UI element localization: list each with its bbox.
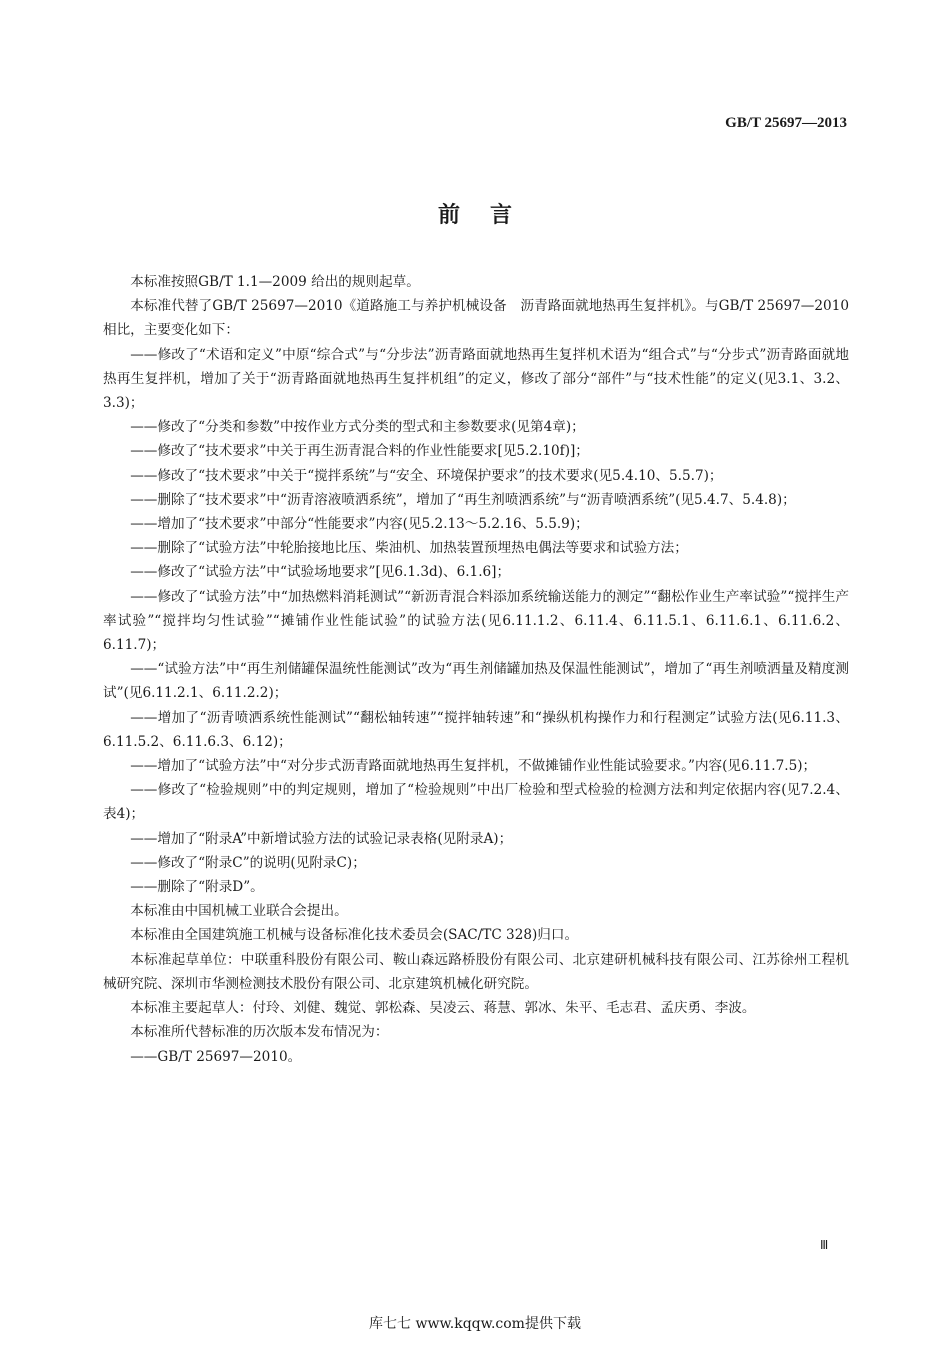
- closing-paragraph: 本标准由全国建筑施工机械与设备标准化技术委员会(SAC/TC 328)归口。: [130, 927, 579, 944]
- change-item: ——删除了“附录D”。: [130, 879, 264, 896]
- closing-paragraph: 本标准主要起草人：付玲、刘健、魏觉、郭松森、吴凌云、蒋慧、郭冰、朱平、毛志君、孟庆勇、李波。: [130, 1000, 756, 1017]
- change-item: ——增加了“附录A”中新增试验方法的试验记录表格(见附录A)；: [130, 830, 513, 847]
- closing-paragraph: 本标准由中国机械工业联合会提出。: [130, 903, 348, 920]
- document-body: [103, 270, 849, 1069]
- download-watermark: 库七七 www.kqqw.com提供下载: [369, 1316, 581, 1332]
- change-item: ——修改了“分类和参数”中按作业方式分类的型式和主参数要求(见第4章)；: [130, 419, 585, 436]
- intro-paragraph: 本标准按照GB/T 1.1—2009 给出的规则起草。: [130, 274, 420, 290]
- change-item: ——增加了“沥青喷洒系统性能测试”“翻松轴转速”“搅拌轴转速”和“操纵机构操作力和行程测定”试验方法(见6.11.3、6.11.5.2、6.11.6.3、6.12)；: [103, 709, 849, 750]
- change-item: ——删除了“试验方法”中轮胎接地比压、柴油机、加热装置预埋热电偶法等要求和试验方法；: [130, 540, 688, 557]
- change-item: ——修改了“术语和定义”中原“综合式”与“分步法”沥青路面就地热再生复拌机术语为“组合式”与“分步式”沥青路面就地热再生复拌机，增加了关于“沥青路面就地热再生复拌机组”的定义，修改了部分“部件”与“技术性能”的定义(见3.1、3.2、3.3)；: [103, 346, 849, 412]
- change-item: ——删除了“技术要求”中“沥青溶液喷洒系统”，增加了“再生剂喷洒系统”与“沥青喷洒系统”(见5.4.7、5.4.8)；: [130, 491, 796, 508]
- change-item: ——修改了“试验方法”中“试验场地要求”[见6.1.3d)、6.1.6]；: [130, 564, 511, 581]
- change-item: ——修改了“试验方法”中“加热燃料消耗测试”“新沥青混合料添加系统输送能力的测定”“翻松作业生产率试验”“搅拌生产率试验”“搅拌均匀性试验”“摊铺作业性能试验”的试验方法(见6.11.1.2、6.11.4、6.11.5.1、6.11.6.1、6.11.6.2、6.11.7)；: [103, 588, 849, 654]
- change-item: ——增加了“技术要求”中部分“性能要求”内容(见5.2.13～5.2.16、5.5.9)；: [130, 516, 589, 533]
- change-item: ——修改了“技术要求”中关于再生沥青混合料的作业性能要求[见5.2.10f)]；: [130, 443, 589, 460]
- page-title: 前言: [437, 203, 542, 228]
- change-item: ——“试验方法”中“再生剂储罐保温统性能测试”改为“再生剂储罐加热及保温性能测试”，增加了“再生剂喷洒量及精度测试”(见6.11.2.1、6.11.2.2)；: [103, 661, 849, 702]
- change-item: ——修改了“附录C”的说明(见附录C)；: [130, 854, 366, 871]
- closing-paragraph: 本标准起草单位：中联重科股份有限公司、鞍山森远路桥股份有限公司、北京建研机械科技有限公司、江苏徐州工程机械研究院、深圳市华测检测技术股份有限公司、北京建筑机械化研究院。: [103, 951, 849, 992]
- change-item: ——修改了“检验规则”中的判定规则，增加了“检验规则”中出厂检验和型式检验的检测方法和判定依据内容(见7.2.4、表4)；: [103, 782, 849, 823]
- closing-paragraph: 本标准所代替标准的历次版本发布情况为：: [130, 1024, 389, 1041]
- change-item: ——增加了“试验方法”中“对分步式沥青路面就地热再生复拌机，不做摊铺作业性能试验要求。”内容(见6.11.7.5)；: [130, 758, 817, 775]
- history-item: ——GB/T 25697—2010。: [130, 1048, 302, 1065]
- intro-paragraph: 本标准代替了GB/T 25697—2010《道路施工与养护机械设备 沥青路面就地热再生复拌机》。与GB/T 25697—2010 相比，主要变化如下：: [103, 298, 849, 339]
- change-item: ——修改了“技术要求”中关于“搅拌系统”与“安全、环境保护要求”的技术要求(见5.4.10、5.5.7)；: [130, 467, 723, 484]
- standard-number: GB/T 25697—2013: [725, 115, 847, 131]
- page-number: Ⅲ: [820, 1238, 829, 1252]
